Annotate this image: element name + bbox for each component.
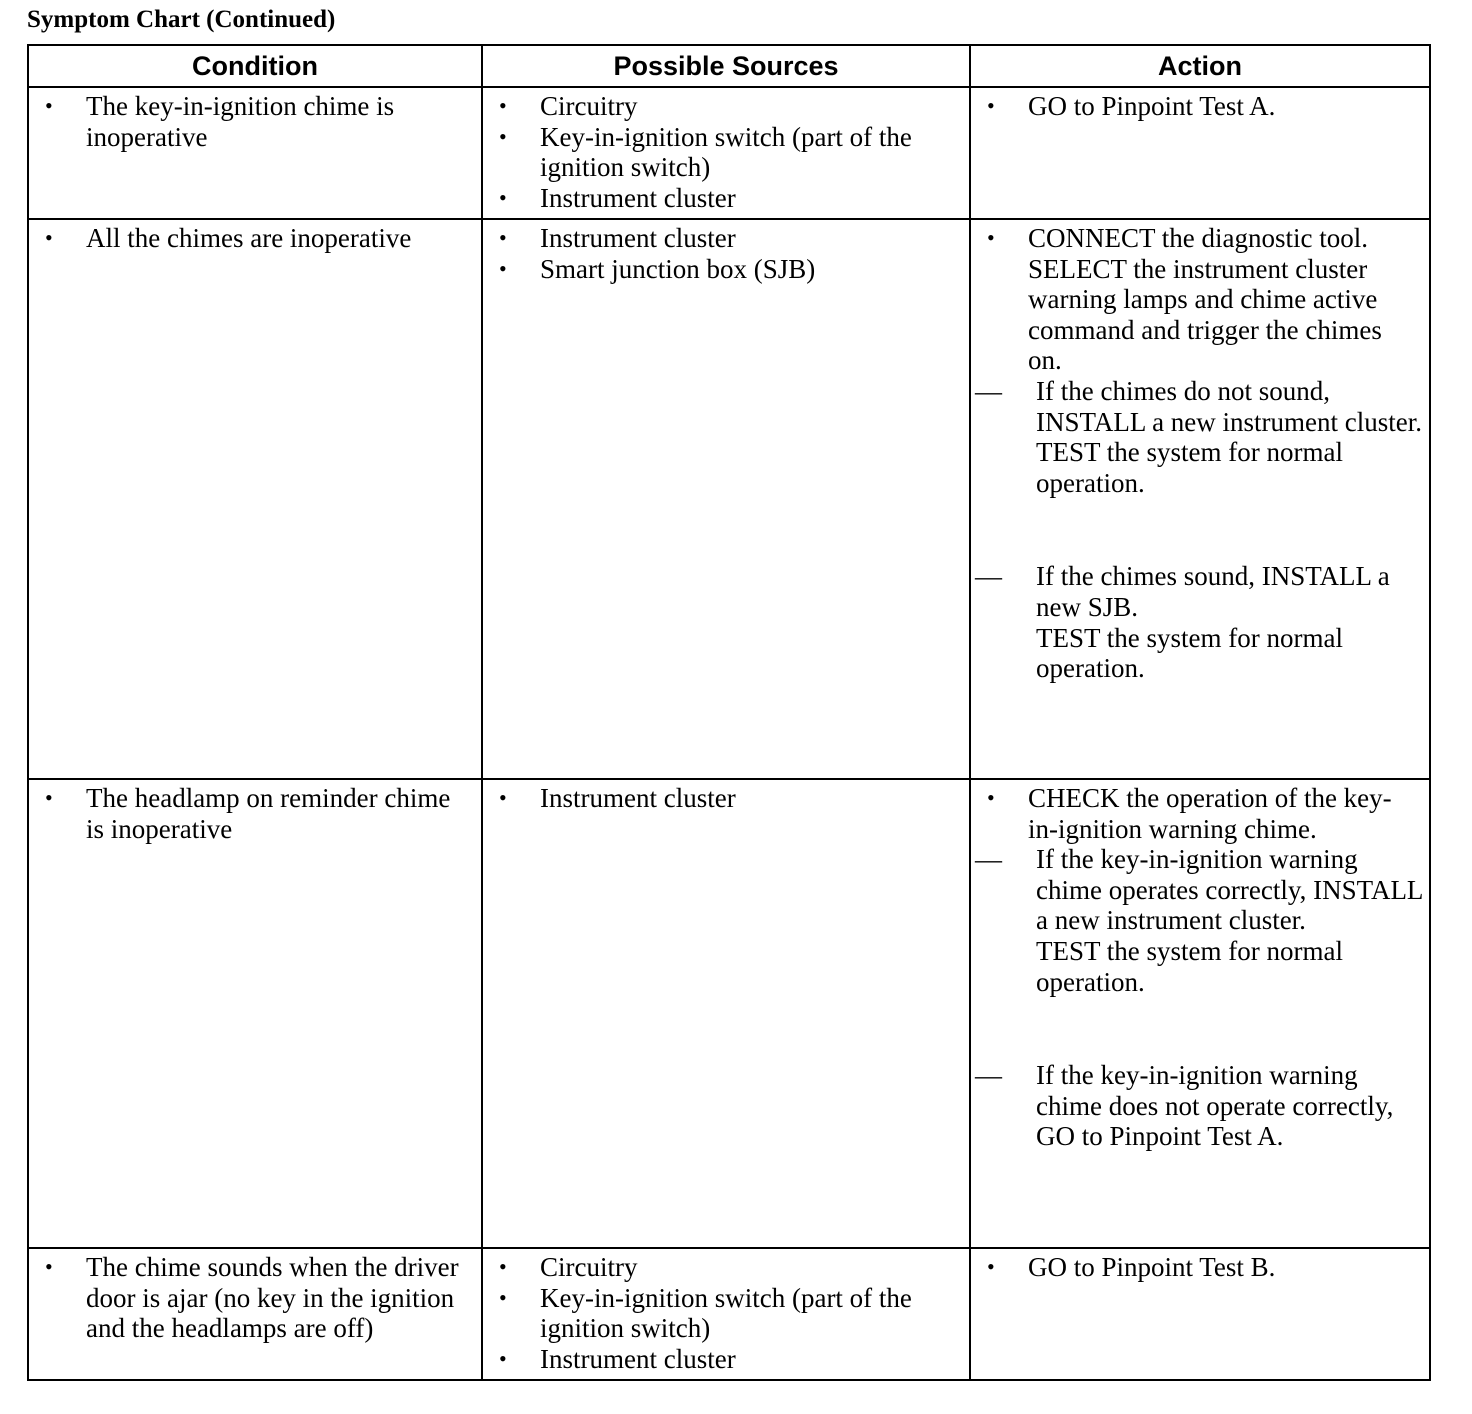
bullet-icon: • <box>499 785 507 810</box>
dash-icon: — <box>975 561 1002 592</box>
source-item: • Circuitry <box>499 1252 638 1282</box>
bullet-icon: • <box>499 1284 507 1310</box>
action-sub-item: — If the chimes do not sound, INSTALL a new instrument cluster. TEST the system for normal operation. <box>975 375 1423 498</box>
bullet-icon: • <box>987 93 995 118</box>
header-possible-sources: Possible Sources <box>482 45 970 87</box>
table-row <box>28 87 1430 219</box>
source-item: • Instrument cluster <box>499 182 736 213</box>
bullet-icon: • <box>45 225 53 250</box>
sources-cell <box>482 87 970 219</box>
action-cell <box>970 87 1430 219</box>
bullet-icon: • <box>987 1254 995 1279</box>
source-item: • Instrument cluster <box>499 1343 736 1374</box>
bullet-icon: • <box>499 1345 507 1371</box>
condition-item: • All the chimes are inoperative <box>45 223 412 253</box>
source-item: • Key-in-ignition switch (part of the ignition switch) <box>499 1282 912 1344</box>
action-item: • CONNECT the diagnostic tool. SELECT the instrument cluster warning lamps and chime active command and trigger the chimes on. <box>987 223 1382 376</box>
dash-icon: — <box>975 844 1002 875</box>
dash-icon: — <box>975 375 1002 406</box>
source-item: • Circuitry <box>499 91 638 121</box>
table-row <box>28 219 1430 779</box>
action-sub-item: — If the chimes sound, INSTALL a new SJB. TEST the system for normal operation. <box>975 561 1390 684</box>
bullet-icon: • <box>45 93 53 118</box>
condition-cell <box>28 87 482 219</box>
condition-cell <box>28 219 482 779</box>
condition-item: • The key-in-ignition chime is inoperative <box>45 91 395 152</box>
dash-icon: — <box>975 1060 1002 1091</box>
source-item: • Key-in-ignition switch (part of the ignition switch) <box>499 121 912 183</box>
action-cell <box>970 1248 1430 1380</box>
bullet-icon: • <box>45 1254 53 1279</box>
bullet-icon: • <box>499 255 507 281</box>
bullet-icon: • <box>499 1254 507 1279</box>
bullet-icon: • <box>499 225 507 250</box>
header-action: Action <box>970 45 1430 87</box>
action-sub-item: — If the key-in-ignition warning chime does not operate correctly, GO to Pinpoint Test A. <box>975 1060 1394 1152</box>
action-item: • CHECK the operation of the key-in-ignition warning chime. <box>987 783 1392 844</box>
header-condition: Condition <box>28 45 482 87</box>
source-item: • Smart junction box (SJB) <box>499 253 816 284</box>
table-row <box>28 779 1430 1248</box>
action-item: • GO to Pinpoint Test A. <box>987 91 1276 121</box>
page-title: Symptom Chart (Continued) <box>27 6 336 33</box>
symptom-chart-table <box>27 44 1431 1381</box>
sources-cell <box>482 219 970 779</box>
source-item: • Instrument cluster <box>499 223 736 253</box>
bullet-icon: • <box>499 123 507 149</box>
action-cell <box>970 219 1430 779</box>
sources-cell <box>482 779 970 1248</box>
condition-item: • The chime sounds when the driver door is ajar (no key in the ignition and the headlamps are off) <box>45 1252 459 1344</box>
sources-cell <box>482 1248 970 1380</box>
condition-cell <box>28 779 482 1248</box>
action-sub-item: — If the key-in-ignition warning chime operates correctly, INSTALL a new instrument cluster. TEST the system for normal operation. <box>975 844 1423 997</box>
bullet-icon: • <box>987 225 995 250</box>
bullet-icon: • <box>499 93 507 118</box>
bullet-icon: • <box>45 785 53 810</box>
action-item: • GO to Pinpoint Test B. <box>987 1252 1276 1282</box>
source-item: • Instrument cluster <box>499 783 736 813</box>
header-row <box>28 45 1430 87</box>
table-row <box>28 1248 1430 1380</box>
condition-cell <box>28 1248 482 1380</box>
bullet-icon: • <box>499 184 507 210</box>
condition-item: • The headlamp on reminder chime is inoperative <box>45 783 451 844</box>
action-cell <box>970 779 1430 1248</box>
bullet-icon: • <box>987 785 995 810</box>
